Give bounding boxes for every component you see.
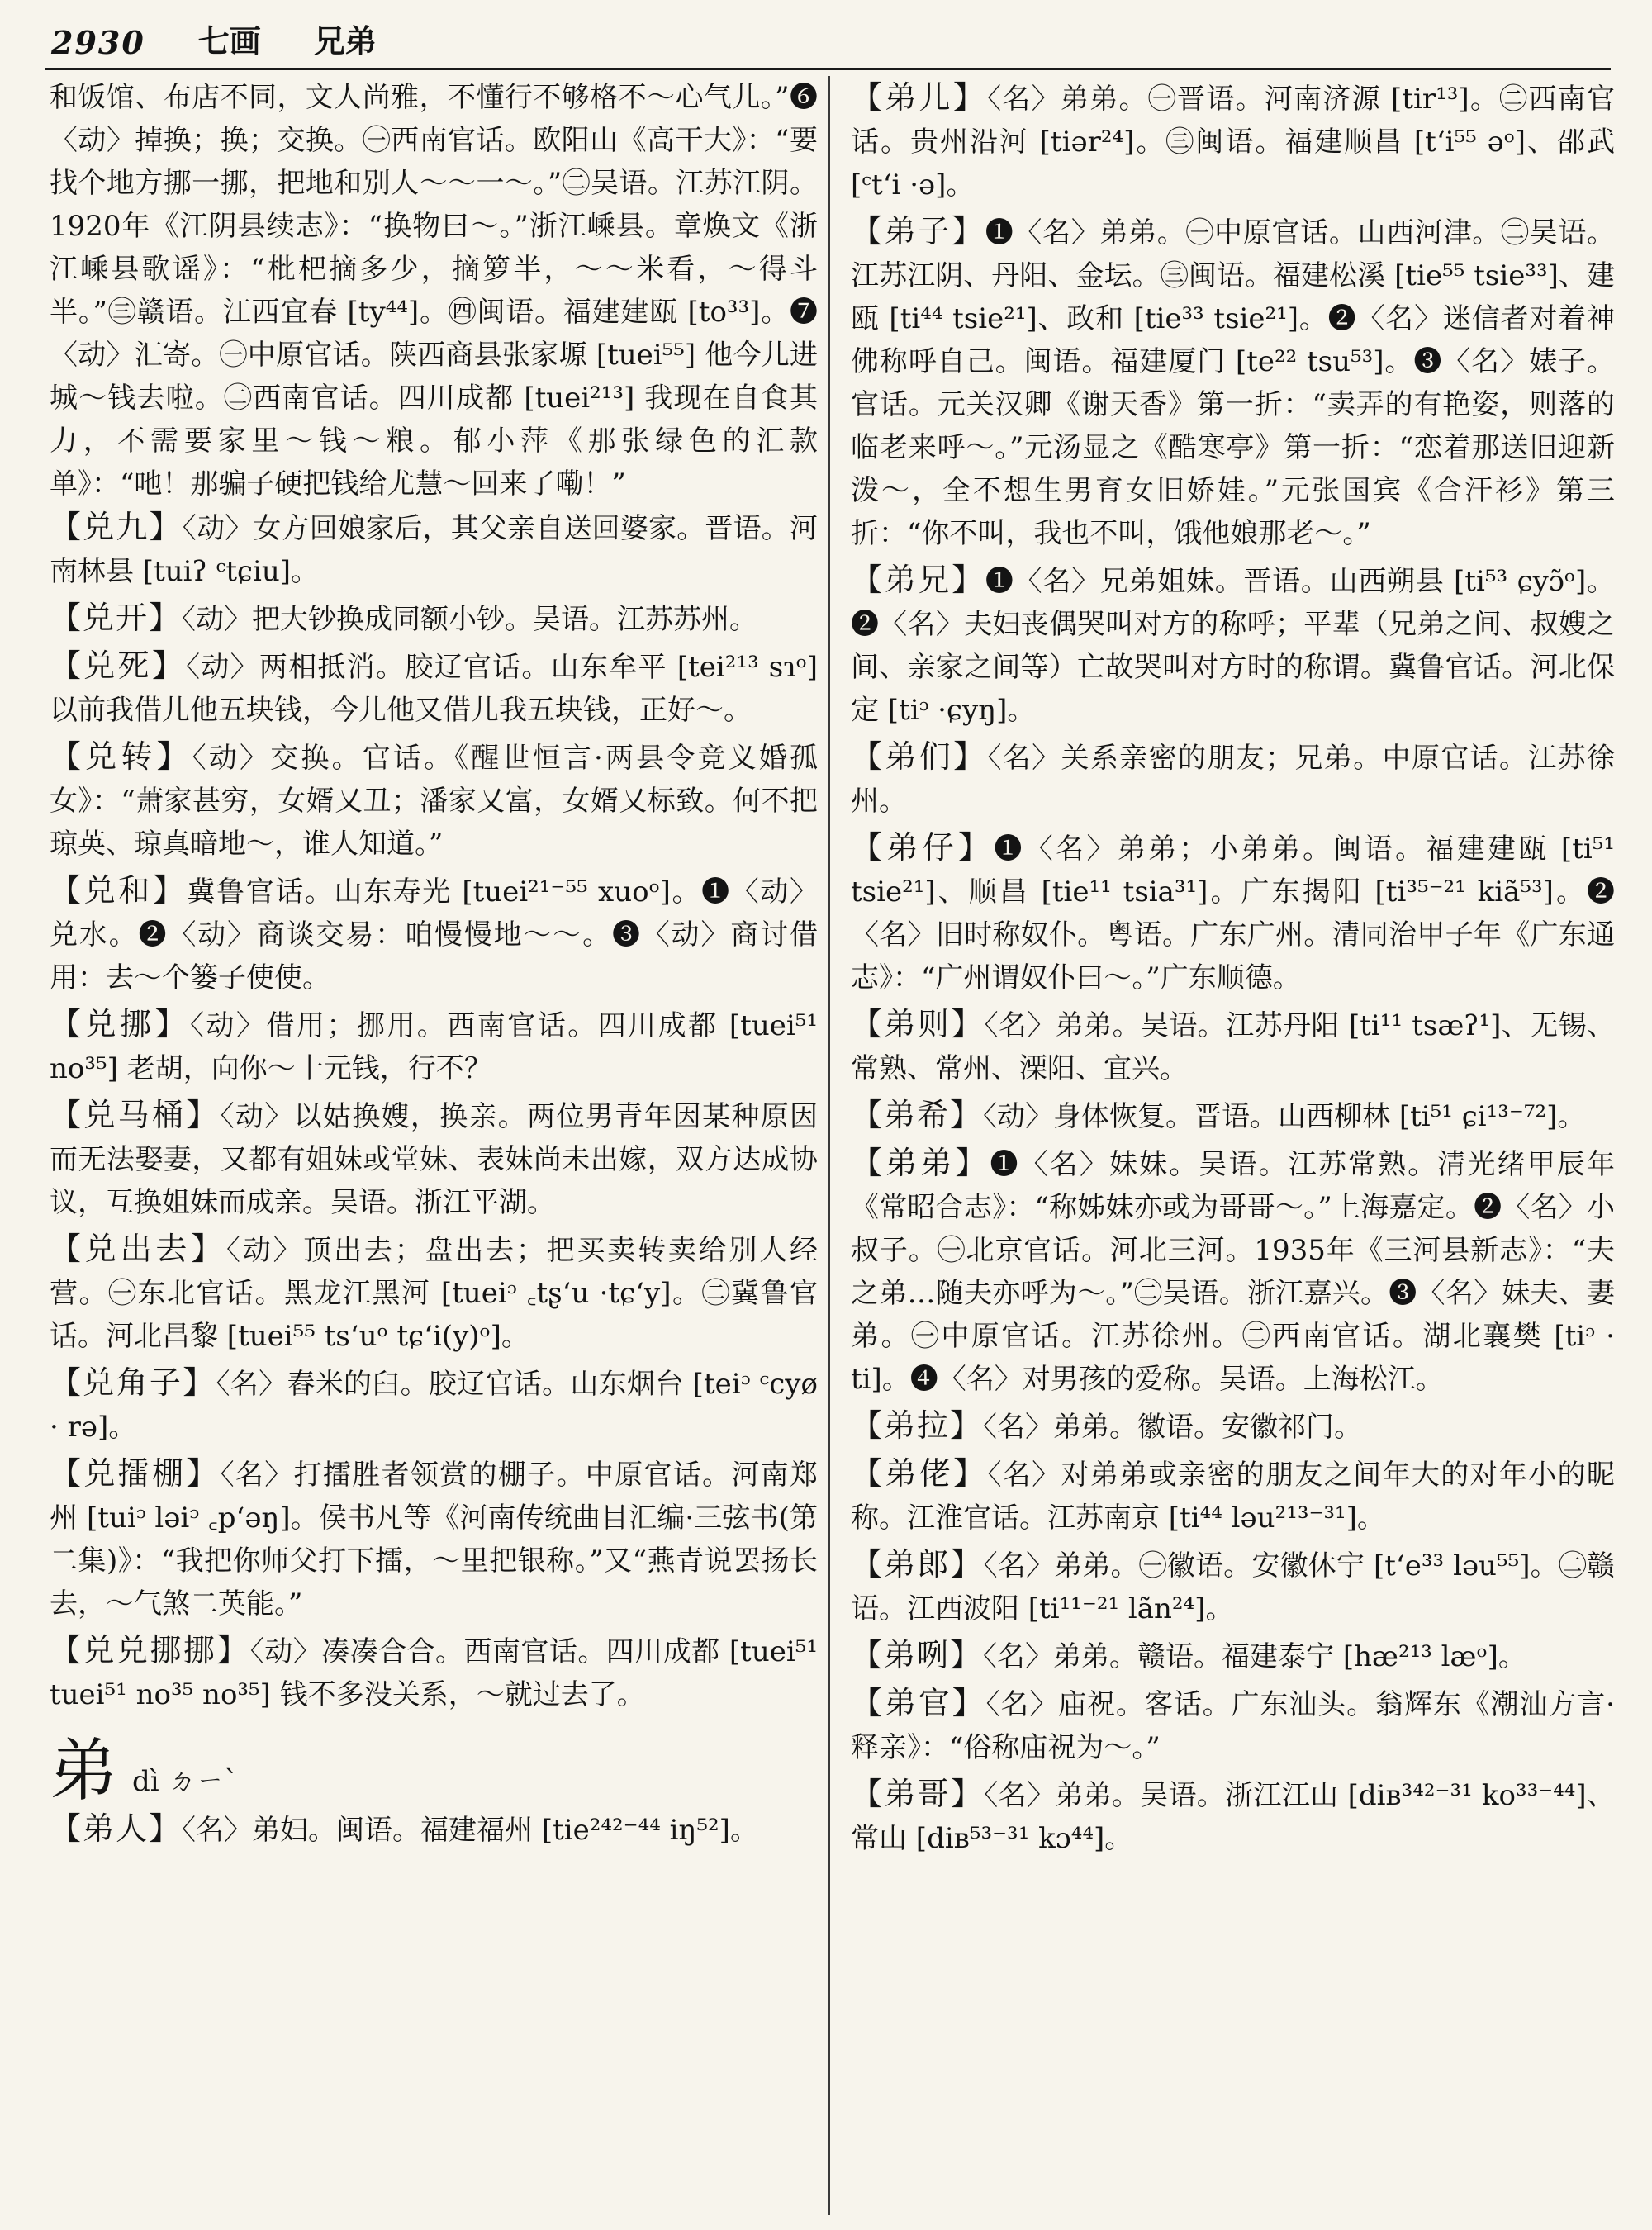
entry-headword: 【兑角子】 <box>50 1364 216 1401</box>
entry-headword: 【兑九】 <box>50 509 183 545</box>
entry-paragraph <box>851 1772 1615 1860</box>
entry-paragraph <box>50 1094 818 1224</box>
entry-paragraph <box>851 558 1615 732</box>
section-label: 七画 <box>197 22 261 59</box>
entry-paragraph <box>50 1807 818 1852</box>
entry-paragraph <box>50 1629 818 1716</box>
entry-paragraph <box>50 735 818 866</box>
entry-paragraph <box>851 1003 1615 1090</box>
entry-paragraph <box>50 1003 818 1090</box>
right-column <box>851 76 1615 1863</box>
left-entry-list-after <box>50 1807 818 1852</box>
running-heading: 兄弟 <box>313 22 377 59</box>
entry-headword: 【弟拉】 <box>851 1407 984 1444</box>
entry-headword: 【兑和】 <box>50 872 188 909</box>
entry-definition: 〈名〉打擂胜者领赏的棚子。中原官话。河南郑州 [tuiᵓ ləiᵓ ꜀pʻəŋ]。侯书凡等《河南传统曲目汇编·三弦书(第二集)》：“我把你师父打下擂，～里把银称。”又“燕青说罢扬长去，～气煞二英能。” <box>50 1459 818 1620</box>
dictionary-entry <box>50 735 818 866</box>
page-number: 2930 <box>51 24 145 61</box>
dictionary-entry <box>50 869 818 999</box>
entry-paragraph <box>851 1141 1615 1401</box>
right-entry-list <box>851 76 1615 1860</box>
dictionary-entry <box>50 1227 818 1358</box>
dictionary-entry <box>50 644 818 732</box>
entry-paragraph <box>851 826 1615 999</box>
entry-headword: 【弟子】 <box>851 213 985 249</box>
entry-definition: 〈动〉顶出去；盘出去；把买卖转卖给别人经营。㊀东北官话。黑龙江黑河 [tueiᵓ ꜀tʂʻu ·tɕʻy]。㊁冀鲁官话。河北昌黎 [tuei⁵⁵ tsʻuᵒ tɕʻi(y)ᵒ]。 <box>50 1234 818 1353</box>
entry-definition: 〈动〉借用；挪用。西南官话。四川成都 [tuei⁵¹ no³⁵] 老胡，向你～十元钱，行不？ <box>50 1009 818 1085</box>
entry-paragraph <box>50 644 818 732</box>
entry-definition: 〈名〉弟弟。赣语。福建泰宁 [hæ²¹³ læᵒ]。 <box>983 1640 1526 1673</box>
dictionary-entry <box>50 1003 818 1090</box>
entry-headword: 【弟兄】 <box>851 562 985 598</box>
entry-definition: 〈名〉弟弟。吴语。江苏丹阳 [ti¹¹ tsæʔ¹]、无锡、常熟、常州、溧阳、宜兴。 <box>851 1009 1615 1085</box>
entry-paragraph <box>851 76 1615 206</box>
entry-headword: 【弟希】 <box>851 1097 984 1133</box>
dictionary-entry <box>851 1634 1615 1678</box>
dictionary-entry <box>50 1094 818 1224</box>
entry-paragraph <box>851 1682 1615 1769</box>
entry-definition: ❶〈名〉妹妹。吴语。江苏常熟。清光绪甲辰年《常昭合志》：“称姊妹亦或为哥哥～。”上海嘉定。❷〈名〉小叔子。㊀北京官话。河北三河。1935年《三河县新志》：“夫之弟…随夫亦呼为～。”㊁吴语。浙江嘉兴。❸〈名〉妹夫、妻弟。㊀中原官话。江苏徐州。㊁西南官话。湖北襄樊 [tiᵓ · ti]。❹〈名〉对男孩的爱称。吴语。上海松江。 <box>851 1148 1615 1396</box>
headword-pinyin: dì ㄉㄧˋ <box>132 1765 239 1798</box>
entry-headword: 【弟仔】 <box>851 829 995 866</box>
dictionary-entry <box>851 735 1615 823</box>
entry-headword: 【弟则】 <box>851 1006 985 1042</box>
entry-definition: 〈名〉弟妇。闽语。福建福州 [tie²⁴²⁻⁴⁴ iŋ⁵²]。 <box>182 1814 758 1847</box>
dictionary-entry <box>50 1807 818 1852</box>
entry-definition: 〈动〉女方回娘家后，其父亲自送回婆家。晋语。河南林县 [tuiʔ ᶜtɕiu]。 <box>50 512 818 588</box>
entry-headword: 【兑出去】 <box>50 1231 226 1267</box>
dictionary-entry <box>851 826 1615 999</box>
entry-headword: 【兑马桶】 <box>50 1097 221 1133</box>
entry-headword: 【弟佬】 <box>851 1455 988 1492</box>
entry-headword: 【兑转】 <box>50 738 192 775</box>
dictionary-entry <box>851 76 1615 206</box>
entry-definition: ❶〈名〉兄弟姐妹。晋语。山西朔县 [ti⁵³ ɕyɔ̃ᵒ]。❷〈名〉夫妇丧偶哭叫对方的称呼；平辈（兄弟之间、叔嫂之间、亲家之间等）亡故哭叫对方时的称谓。冀鲁官话。河北保定 [tiᵓ ·ɕyŋ]。 <box>851 565 1615 727</box>
dictionary-entry <box>851 1682 1615 1769</box>
entry-paragraph <box>50 1227 818 1358</box>
column-divider <box>828 76 830 2215</box>
entry-headword: 【兑死】 <box>50 648 187 684</box>
entry-paragraph <box>50 505 818 593</box>
dictionary-entry <box>851 1141 1615 1401</box>
entry-headword: 【弟们】 <box>851 738 988 775</box>
entry-headword: 【弟弟】 <box>851 1145 990 1181</box>
entry-definition: 〈名〉庙祝。客话。广东汕头。翁辉东《潮汕方言·释亲》：“俗称庙祝为～。” <box>851 1688 1615 1764</box>
headword-block <box>50 1731 818 1810</box>
dictionary-entry <box>851 210 1615 555</box>
entry-paragraph <box>50 596 818 641</box>
entry-definition: 〈名〉弟弟。㊀徽语。安徽休宁 [tʻe³³ ləu⁵⁵]。㊁赣语。江西波阳 [ti¹¹⁻²¹ lãn²⁴]。 <box>851 1549 1615 1625</box>
entry-headword: 【兑擂棚】 <box>50 1455 221 1492</box>
entry-definition: 〈名〉弟弟。徽语。安徽祁门。 <box>983 1411 1363 1444</box>
dictionary-entry <box>851 1003 1615 1090</box>
entry-definition: 〈动〉身体恢复。晋语。山西柳林 [ti⁵¹ ɕi¹³⁻⁷²]。 <box>983 1100 1586 1133</box>
entry-definition: 〈动〉凑凑合合。西南官话。四川成都 [tuei⁵¹ tuei⁵¹ no³⁵ no³⁵] 钱不多没关系，～就过去了。 <box>50 1635 818 1711</box>
page-header <box>51 18 1612 61</box>
entry-definition: 〈动〉交换。官话。《醒世恒言·两县令竞义婚孤女》：“萧家甚穷，女婿又丑；潘家又富，女婿又标致。何不把琼英、琼真暗地～，谁人知道。” <box>50 742 818 861</box>
dictionary-entry <box>50 1629 818 1716</box>
dictionary-entry <box>851 558 1615 732</box>
entry-paragraph <box>851 1404 1615 1449</box>
entry-definition: 冀鲁官话。山东寿光 [tuei²¹⁻⁵⁵ xuoᵒ]。❶〈动〉兑水。❷〈动〉商谈交易：咱慢慢地～～。❸〈动〉商讨借用：去～个篓子使使。 <box>50 875 818 994</box>
dictionary-entry <box>851 1543 1615 1630</box>
entry-headword: 【弟儿】 <box>851 79 988 116</box>
header-rule <box>45 68 1611 70</box>
entry-headword: 【弟咧】 <box>851 1637 984 1673</box>
headword-character: 弟 <box>50 1732 118 1810</box>
dictionary-entry <box>50 596 818 641</box>
dictionary-entry <box>50 1452 818 1625</box>
continued-entry-text: 和饭馆、布店不同，文人尚雅，不懂行不够格不～心气儿。”❻〈动〉掉换；换；交换。㊀西南官话。欧阳山《高干大》：“要找个地方挪一挪，把地和别人～～一～。”㊁吴语。江苏江阴。1920年《江阴县续志》：“换物曰～。”浙江嵊县。章焕文《浙江嵊县歌谣》：“枇杷摘多少，摘箩半，～～米看，～得斗半。”㊂赣语。江西宜春 [ty⁴⁴]。㊃闽语。福建建瓯 [to³³]。❼〈动〉汇寄。㊀中原官话。陕西商县张家塬 [tuei⁵⁵] 他今儿进城～钱去啦。㊁西南官话。四川成都 [tuei²¹³] 我现在自食其力，不需要家里～钱～粮。郁小萍《那张绿色的汇款单》：“吔！那骗子硬把钱给尤慧～回来了嘞！” <box>50 81 818 501</box>
entry-paragraph <box>851 1634 1615 1678</box>
entry-definition: 〈名〉弟弟。吴语。浙江江山 [diʙ³⁴²⁻³¹ ko³³⁻⁴⁴]、常山 [diʙ⁵³⁻³¹ kɔ⁴⁴]。 <box>851 1779 1615 1855</box>
dictionary-entry <box>851 1094 1615 1138</box>
dictionary-entry <box>851 1452 1615 1540</box>
entry-definition: ❶〈名〉弟弟。㊀中原官话。山西河津。㊁吴语。江苏江阴、丹阳、金坛。㊂闽语。福建松溪 [tie⁵⁵ tsie³³]、建瓯 [ti⁴⁴ tsie²¹]、政和 [tie³³ tsie²¹]。❷〈名〉迷信者对着神佛称呼自己。闽语。福建厦门 [te²² tsu⁵³]。❸〈名〉婊子。官话。元关汉卿《谢天香》第一折：“卖弄的有艳姿，则落的临老来呼～。”元汤显之《酷寒亭》第一折：“恋着那送旧迎新泼～，全不想生男育女旧娇娃。”元张国宾《合汗衫》第三折：“你不叫，我也不叫，饿他娘那老～。” <box>851 216 1615 550</box>
entry-definition: 〈动〉两相抵消。胶辽官话。山东牟平 [tei²¹³ sɿᵒ] 以前我借儿他五块钱，今儿他又借儿我五块钱，正好～。 <box>50 651 818 727</box>
dictionary-entry <box>50 1361 818 1449</box>
entry-definition: ❶〈名〉弟弟；小弟弟。闽语。福建建瓯 [ti⁵¹ tsie²¹]、顺昌 [tie¹¹ tsia³¹]。广东揭阳 [ti³⁵⁻²¹ kiã⁵³]。❷〈名〉旧时称奴仆。粤语。广东广州。清同治甲子年《广东通志》：“广州谓奴仆曰～。”广东顺德。 <box>851 833 1615 994</box>
entry-definition: 〈名〉弟弟。㊀晋语。河南济源 [tir¹³]。㊁西南官话。贵州沿河 [tiər²⁴]。㊂闽语。福建顺昌 [tʻi⁵⁵ əᵒ]、邵武 [ᶜtʻi ·ə]。 <box>851 83 1615 202</box>
entry-paragraph <box>50 1452 818 1625</box>
entry-paragraph <box>851 1543 1615 1630</box>
entry-definition: 〈动〉把大钞换成同额小钞。吴语。江苏苏州。 <box>182 603 758 636</box>
entry-headword: 【兑开】 <box>50 600 183 636</box>
entry-headword: 【弟哥】 <box>851 1776 985 1812</box>
entry-definition: 〈名〉对弟弟或亲密的朋友之间年大的对年小的昵称。江淮官话。江苏南京 [ti⁴⁴ ləu²¹³⁻³¹]。 <box>851 1459 1615 1535</box>
entry-headword: 【兑兑挪挪】 <box>50 1632 250 1668</box>
entry-definition: 〈名〉舂米的臼。胶辽官话。山东烟台 [teiᵓ ᶜcyø · rə]。 <box>50 1368 818 1444</box>
left-column <box>50 76 818 1855</box>
dictionary-entry <box>851 1772 1615 1860</box>
entry-paragraph <box>851 210 1615 555</box>
entry-definition: 〈名〉关系亲密的朋友；兄弟。中原官话。江苏徐州。 <box>851 742 1615 818</box>
entry-headword: 【兑挪】 <box>50 1006 190 1042</box>
dictionary-entry <box>851 1404 1615 1449</box>
entry-paragraph <box>50 1361 818 1449</box>
entry-headword: 【弟郎】 <box>851 1546 984 1582</box>
entry-headword: 【弟人】 <box>50 1810 183 1847</box>
entry-headword: 【弟官】 <box>851 1685 986 1721</box>
entry-paragraph <box>851 1094 1615 1138</box>
dictionary-entry <box>50 505 818 593</box>
left-entry-list <box>50 505 818 1716</box>
entry-paragraph <box>851 1452 1615 1540</box>
entry-paragraph <box>851 735 1615 823</box>
entry-definition: 〈动〉以姑换嫂，换亲。两位男青年因某种原因而无法娶妻，又都有姐妹或堂妹、表妹尚未出嫁，双方达成协议，互换姐妹而成亲。吴语。浙江平湖。 <box>50 1100 818 1219</box>
entry-paragraph <box>50 869 818 999</box>
